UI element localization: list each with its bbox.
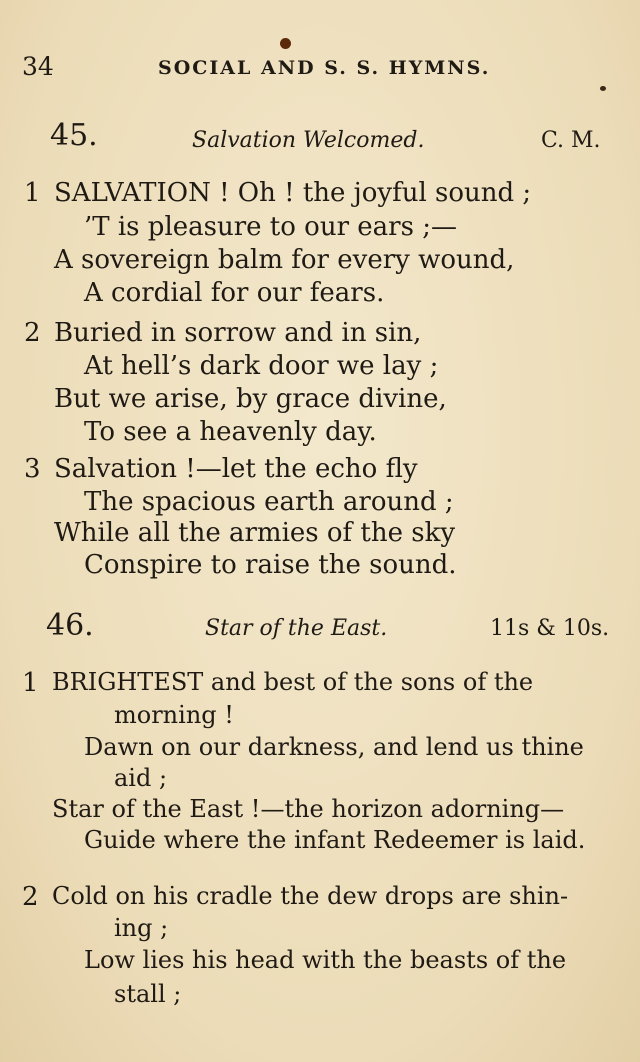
verse-number: 1	[24, 178, 41, 208]
verse-line: aid ;	[114, 764, 168, 792]
verse-line: Conspire to raise the sound.	[84, 550, 457, 580]
running-title: SOCIAL AND S. S. HYMNS.	[158, 57, 491, 79]
verse-line: To see a heavenly day.	[84, 417, 377, 447]
verse-line: Buried in sorrow and in sin,	[54, 318, 422, 348]
hymn-45-title: Salvation Welcomed.	[192, 128, 425, 153]
verse-line: Guide where the infant Redeemer is laid.	[84, 826, 586, 854]
verse-line: Salvation !—let the echo fly	[54, 454, 418, 484]
verse-line: stall ;	[114, 980, 182, 1008]
verse-number: 2	[24, 318, 41, 348]
verse-line: A sovereign balm for every wound,	[54, 245, 515, 275]
hymn-46-number: 46.	[46, 608, 94, 643]
verse-line: ’T is pleasure to our ears ;—	[84, 212, 457, 242]
verse-line: morning !	[114, 701, 234, 729]
verse-line: But we arise, by grace divine,	[54, 384, 447, 414]
verse-line: Dawn on our darkness, and lend us thine	[84, 733, 584, 761]
verse-number: 3	[24, 454, 41, 484]
verse-number: 2	[22, 882, 39, 912]
hymn-46-title: Star of the East.	[205, 616, 388, 641]
page-number: 34	[22, 52, 54, 81]
verse-line: Star of the East !—the horizon adorning—	[52, 795, 565, 823]
verse-line: ing ;	[114, 914, 169, 942]
printer-ornament	[280, 38, 291, 49]
verse-line: At hell’s dark door we lay ;	[84, 351, 439, 381]
verse-line: SALVATION ! Oh ! the joyful sound ;	[54, 178, 532, 208]
verse-line: Cold on his cradle the dew drops are shin-	[52, 882, 569, 910]
hymn-46-meter: 11s & 10s.	[490, 616, 610, 641]
verse-line: BRIGHTEST and best of the sons of the	[52, 668, 534, 696]
verse-line: The spacious earth around ;	[84, 487, 454, 517]
verse-line: A cordial for our fears.	[84, 278, 385, 308]
verse-line: Low lies his head with the beasts of the	[84, 946, 567, 974]
verse-number: 1	[22, 668, 39, 698]
ink-speck	[600, 86, 606, 91]
hymn-45-number: 45.	[50, 118, 98, 153]
hymn-45-meter: C. M.	[541, 128, 601, 153]
verse-line: While all the armies of the sky	[54, 518, 456, 548]
